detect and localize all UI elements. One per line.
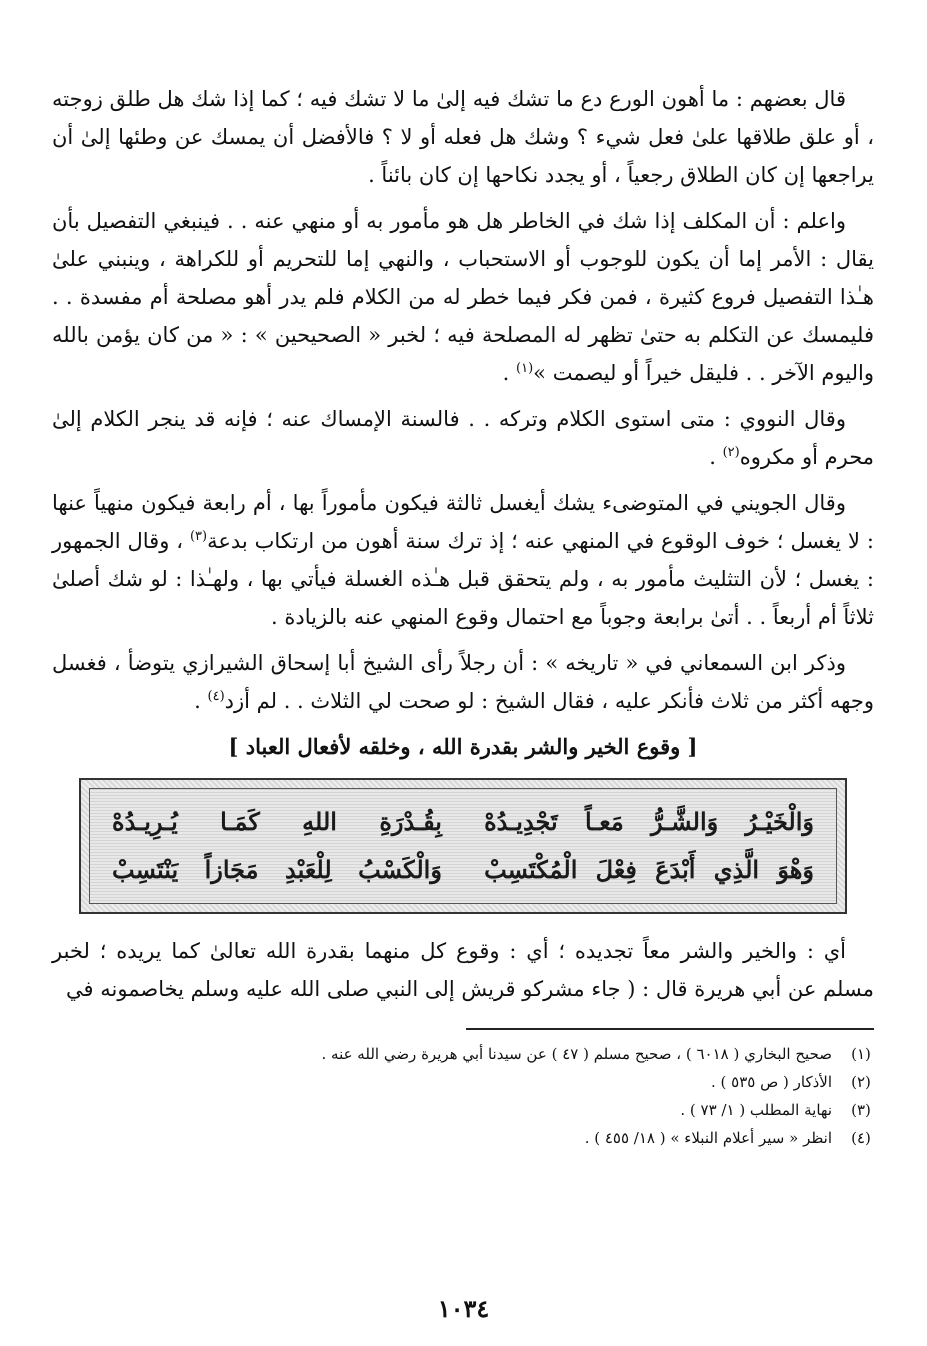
footnote-item: [52, 1040, 874, 1068]
verse-hemistich-left: بِقُـدْرَةِ اللهِ كَمَـا يُـرِيـدُهْ: [112, 807, 442, 836]
paragraph-text: وقال الجويني في المتوضىء يشك أيغسل ثالثة فيكون مأموراً بها ، أم رابعة فيكون منهياً عنها : لا يغسل ؛ خوف الوقوع في المنهي عنه ؛ إذ ترك سنة أهون من ارتكاب بدعة: [52, 491, 874, 553]
footnote-item: [52, 1124, 874, 1152]
footnote-item: [52, 1068, 874, 1096]
paragraph-text: وذكر ابن السمعاني في « تاريخه » : أن رجلاً رأى الشيخ أبا إسحاق الشيرازي يتوضأ ، فغسل وجهه أكثر من ثلاث فأنكر عليه ، فقال الشيخ : لو صحت لي الثلاث . . لم أزد: [52, 651, 874, 713]
paragraph-tail: ، وقال الجمهور : يغسل ؛ لأن التثليث مأمور به ، ولم يتحقق قبل هـٰذه الغسلة فيأتي بها ، ولهـٰذا : لو شك أصلىٰ ثلاثاً أم أربعاً . . أتىٰ برابعة وجوباً مع احتمال وقوع المنهي عنه بالزيادة .: [52, 529, 874, 629]
paragraph-4: [52, 484, 874, 636]
footnote-text: نهاية المطلب ( ١/ ٧٣ ) .: [680, 1101, 832, 1119]
verse-line-1: [112, 798, 814, 846]
paragraph-tail: .: [709, 445, 723, 469]
closing-paragraph: أي : والخير والشر معاً تجديده ؛ أي : وقوع كل منهما بقدرة الله تعالىٰ كما يريده ؛ لخبر مسلم عن أبي هريرة قال : ( جاء مشركو قريش إلى النبي صلى الله عليه وسلم يخاصمونه في: [52, 939, 874, 1001]
page-body: [52, 80, 874, 1152]
paragraph-tail: .: [194, 689, 208, 713]
footnote-ref[interactable]: (٤): [207, 689, 225, 704]
verse-hemistich-right: وَهْوَ الَّذِي أَبْدَعَ فِعْلَ الْمُكْتَسِبْ: [484, 855, 814, 884]
footnote-text: انظر « سير أعلام النبلاء » ( ١٨/ ٤٥٥ ) .: [584, 1129, 832, 1147]
paragraph-text: واعلم : أن المكلف إذا شك في الخاطر هل هو مأمور به أو منهي عنه . . فينبغي التفصيل بأن يقال : الأمر إما أن يكون للوجوب أو الاستحباب ، والنهي إما للتحريم أو للكراهة ، وينبني علىٰ هـٰذا التفصيل فروع كثيرة ، فمن فكر فيما خطر له من الكلام فلم يدر أهو مصلحة أم مفسدة . . فليمسك عن التكلم به حتىٰ تظهر له المصلحة فيه ؛ لخبر « الصحيحين » : « من كان يؤمن بالله واليوم الآخر . . فليقل خيراً أو ليصمت »: [52, 209, 874, 385]
footnote-ref[interactable]: (٣): [189, 529, 208, 544]
footnote-number: (٤): [851, 1129, 871, 1147]
verse-line-2: [112, 846, 814, 894]
footnote-number: (١): [851, 1045, 871, 1063]
verse-hemistich-right: وَالْخَيْـرُ وَالشَّـرُّ مَعـاً تَجْدِيـدُهْ: [484, 807, 814, 836]
paragraph-2: [52, 202, 874, 392]
footnote-ref[interactable]: (٢): [722, 445, 740, 460]
verse-box: [79, 778, 847, 914]
footnote-divider: [466, 1028, 874, 1030]
footnote-text: الأذكار ( ص ٥٣٥ ) .: [711, 1073, 832, 1091]
footnote-item: [52, 1096, 874, 1124]
footnote-ref[interactable]: (١): [516, 361, 534, 376]
verse-hemistich-left: وَالْكَسْبُ لِلْعَبْدِ مَجَازاً يَنْتَسِبْ: [112, 855, 442, 884]
paragraph-tail: .: [502, 361, 517, 385]
footnote-text: صحيح البخاري ( ٦٠١٨ ) ، صحيح مسلم ( ٤٧ ) عن سيدنا أبي هريرة رضي الله عنه .: [321, 1045, 832, 1063]
paragraph-text: وقال النووي : متى استوى الكلام وتركه . . فالسنة الإمساك عنه ؛ فإنه قد ينجر الكلام إلىٰ محرم أو مكروه: [52, 407, 874, 469]
paragraph-3: [52, 400, 874, 476]
page-number: ١٠٣٤: [437, 1294, 490, 1323]
paragraph-1: [52, 80, 874, 194]
footnote-number: (٣): [851, 1101, 871, 1119]
footnote-number: (٢): [851, 1073, 871, 1091]
paragraph-5: [52, 644, 874, 720]
section-heading: [ وقوع الخير والشر بقدرة الله ، وخلقه لأفعال العباد ]: [228, 734, 698, 759]
paragraph-text: قال بعضهم : ما أهون الورع دع ما تشك فيه إلىٰ ما لا تشك فيه ؛ كما إذا شك هل طلق زوجته ، أو علق طلاقها علىٰ فعل شيء ؟ وشك هل فعله أو لا ؟ فالأفضل أن يمسك عن وطئها إلىٰ أن يراجعها إن كان الطلاق رجعياً ، أو يجدد نكاحها إن كان بائناً .: [52, 87, 874, 187]
verse-inner-frame: [89, 788, 837, 904]
footnotes-list: [52, 1040, 874, 1152]
